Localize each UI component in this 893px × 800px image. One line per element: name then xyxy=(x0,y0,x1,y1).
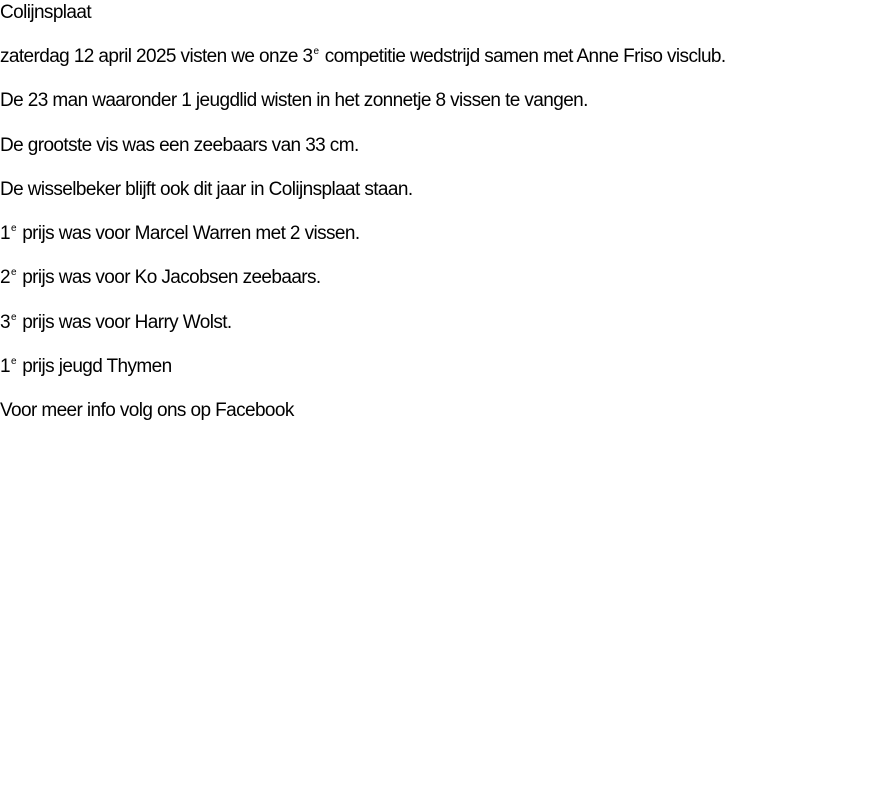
youth-prize-paragraph: 1e prijs jeugd Thymen xyxy=(0,356,172,378)
ordinal-superscript: e xyxy=(10,311,17,323)
third-prize-paragraph: 3e prijs was voor Harry Wolst. xyxy=(0,311,232,333)
second-prize-paragraph: 2e prijs was voor Ko Jacobsen zeebaars. xyxy=(0,267,321,289)
first-prize-paragraph: 1e prijs was voor Marcel Warren met 2 vissen. xyxy=(0,223,360,245)
intro-paragraph: zaterdag 12 april 2025 visten we onze 3e competitie wedstrijd samen met Anne Friso visclub. xyxy=(0,46,726,67)
ordinal-superscript: e xyxy=(10,356,17,368)
biggest-fish-paragraph: De grootste vis was een zeebaars van 33 cm. xyxy=(0,134,359,156)
ordinal-superscript: e xyxy=(313,46,320,57)
ordinal-superscript: e xyxy=(10,267,17,279)
document-title: Colijnsplaat xyxy=(0,2,92,23)
more-info-paragraph: Voor meer info volg ons op Facebook xyxy=(0,400,294,422)
trophy-paragraph: De wisselbeker blijft ook dit jaar in Colijnsplaat staan. xyxy=(0,178,413,200)
participants-paragraph: De 23 man waaronder 1 jeugdlid wisten in het zonnetje 8 vissen te vangen. xyxy=(0,90,588,112)
ordinal-superscript: e xyxy=(10,223,17,235)
